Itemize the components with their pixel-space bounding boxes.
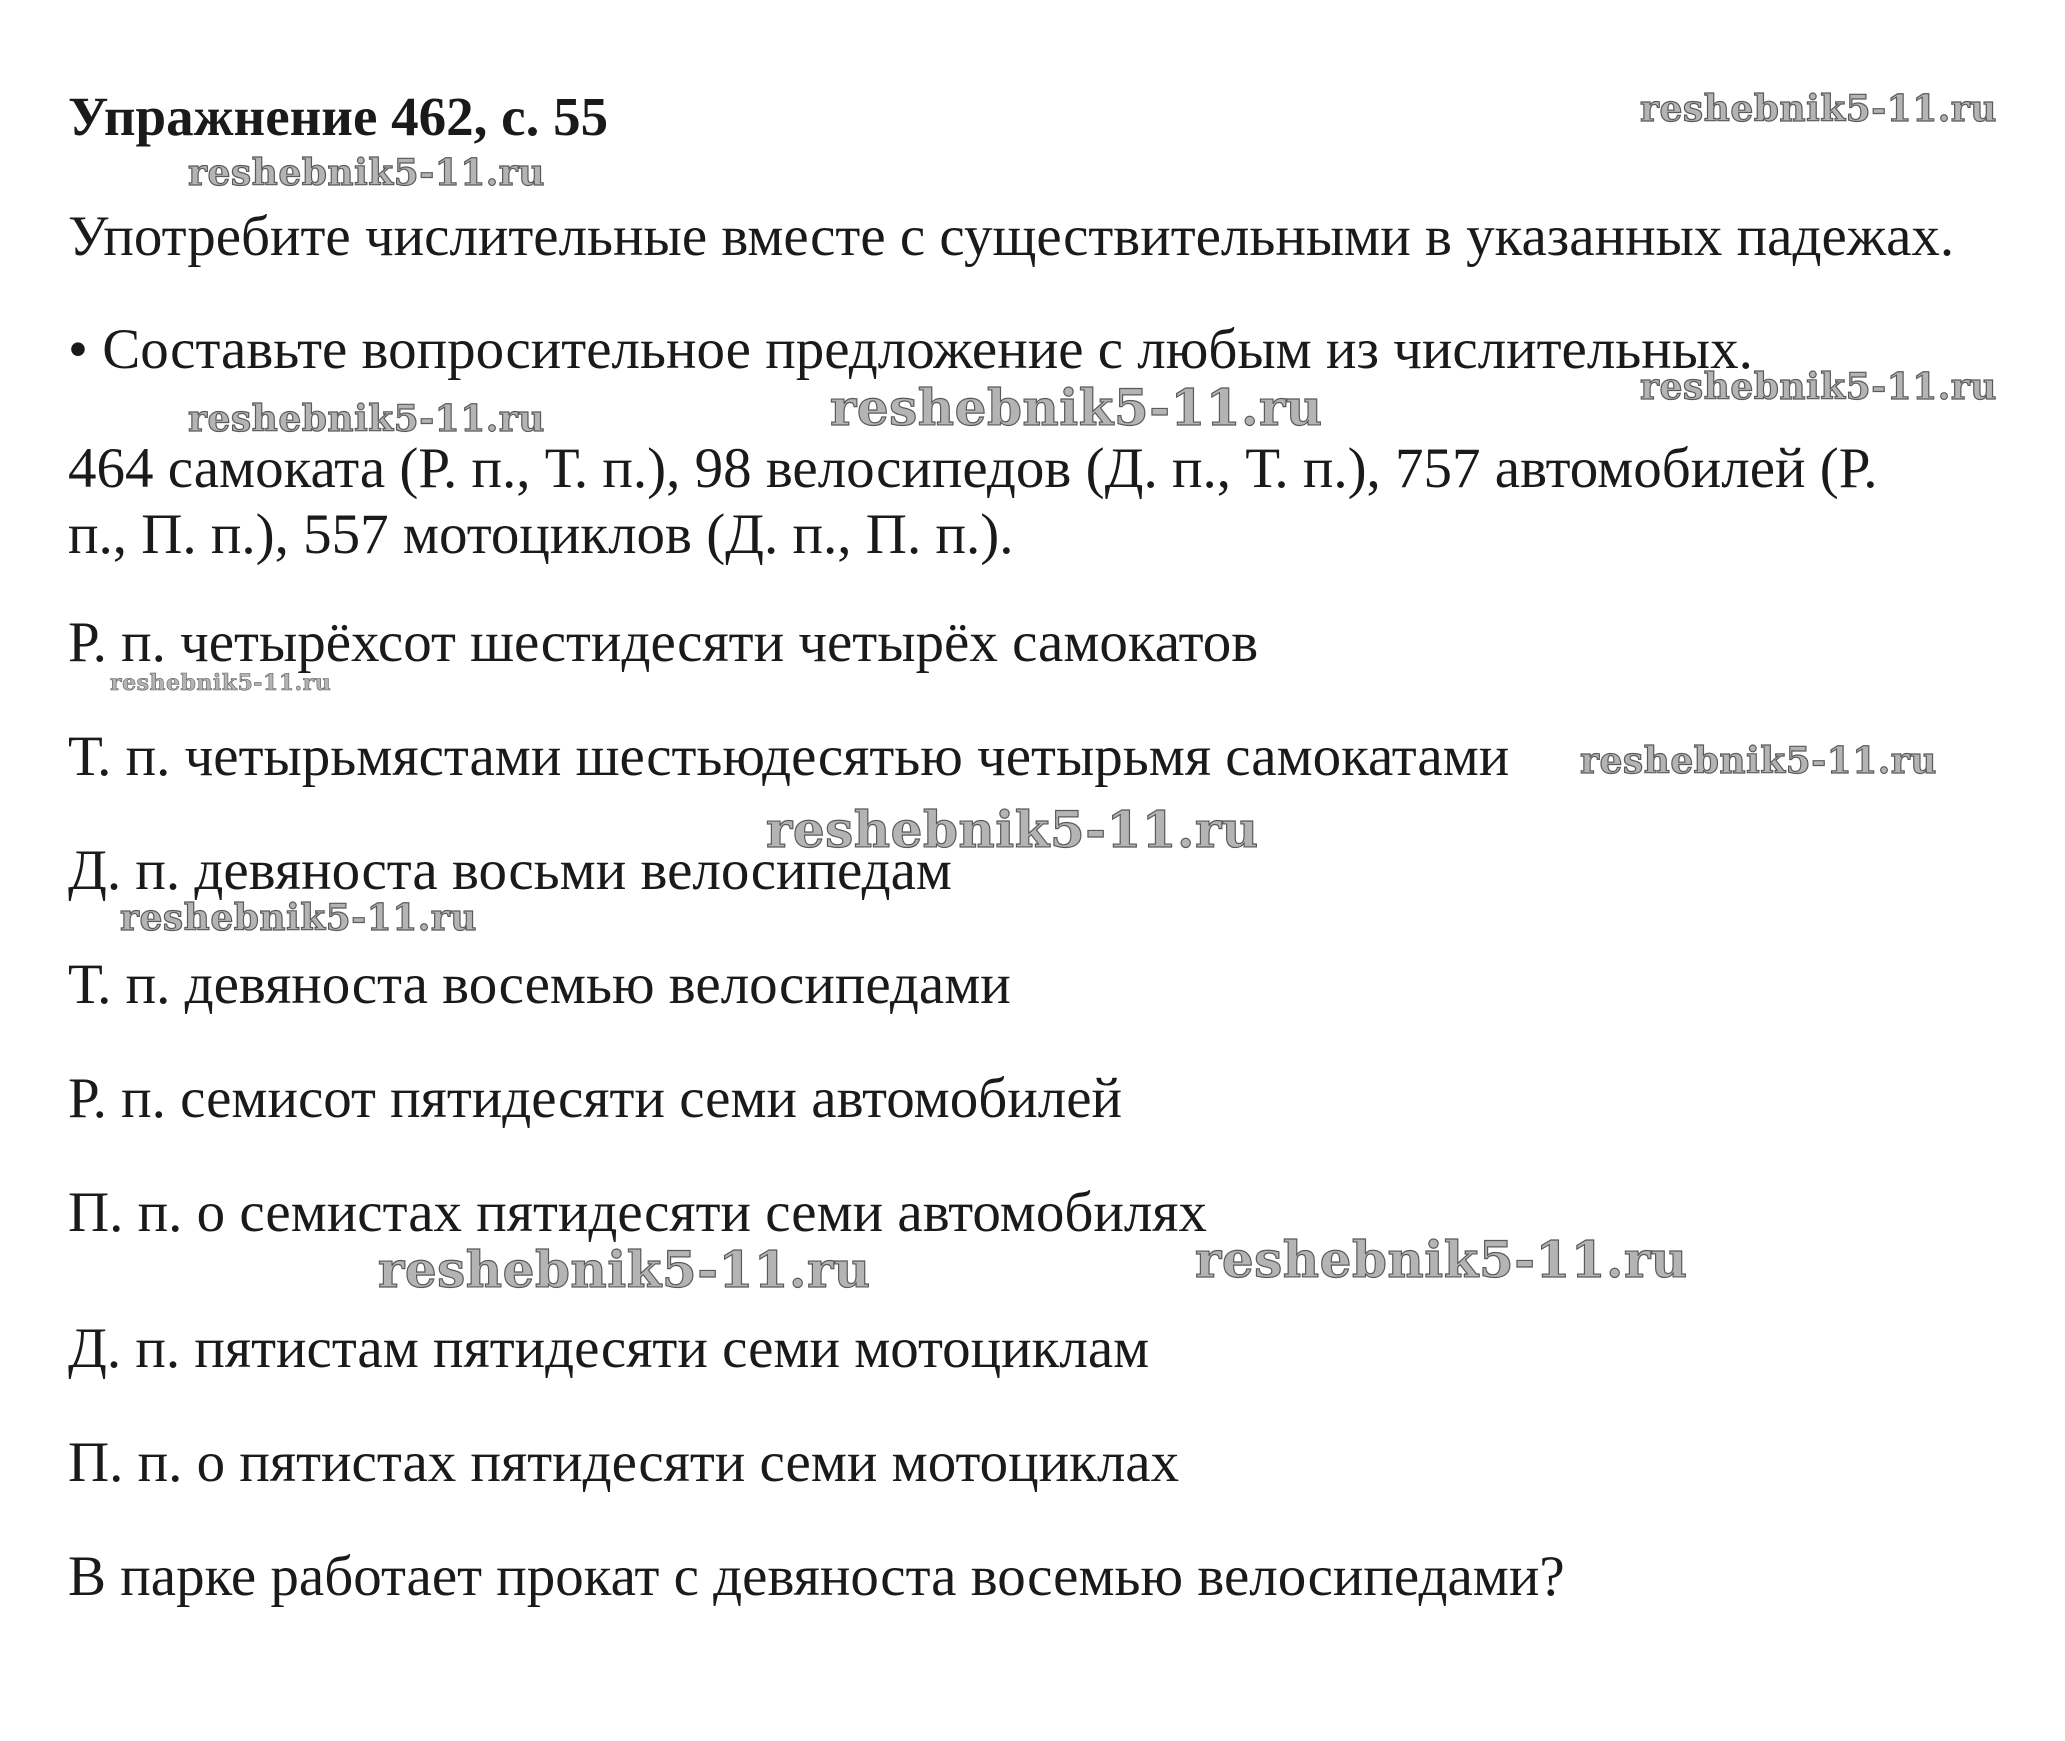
watermark: reshebnik5-11.ru xyxy=(378,1240,871,1299)
watermark: reshebnik5-11.ru xyxy=(766,800,1259,859)
watermark: reshebnik5-11.ru xyxy=(1580,740,1937,782)
watermark: reshebnik5-11.ru xyxy=(120,897,477,939)
subtask-text: • Составьте вопросительное предложение с любым из числительных. xyxy=(68,318,1753,381)
answer-line: П. п. о семистах пятидесяти семи автомобилях xyxy=(68,1181,1207,1244)
watermark: reshebnik5-11.ru xyxy=(188,152,545,194)
page-title: Упражнение 462, с. 55 xyxy=(68,86,609,147)
answer-line: Р. п. семисот пятидесяти семи автомобилей xyxy=(68,1067,1122,1130)
answer-line: П. п. о пятистах пятидесяти семи мотоциклах xyxy=(68,1431,1180,1494)
watermark: reshebnik5-11.ru xyxy=(1195,1230,1688,1289)
watermark: reshebnik5-11.ru xyxy=(830,378,1323,437)
watermark: reshebnik5-11.ru xyxy=(188,398,545,440)
watermark: reshebnik5-11.ru xyxy=(110,670,332,696)
question-sentence: В парке работает прокат с девяноста восемью велосипедами? xyxy=(68,1545,1565,1608)
task-text: Употребите числительные вместе с существительными в указанных падежах. xyxy=(68,205,1955,268)
answer-line: Д. п. пятистам пятидесяти семи мотоциклам xyxy=(68,1317,1150,1380)
answer-line: Т. п. четырьмястами шестьюдесятью четырьмя самокатами xyxy=(68,725,1510,788)
source-text-line-1: 464 самоката (Р. п., Т. п.), 98 велосипедов (Д. п., Т. п.), 757 автомобилей (Р. xyxy=(68,437,1878,500)
answer-line: Д. п. девяноста восьми велосипедам xyxy=(68,839,952,902)
watermark: reshebnik5-11.ru xyxy=(1640,88,1997,130)
answer-line: Т. п. девяноста восемью велосипедами xyxy=(68,953,1011,1016)
answer-line: Р. п. четырёхсот шестидесяти четырёх самокатов xyxy=(68,611,1259,674)
source-text-line-2: п., П. п.), 557 мотоциклов (Д. п., П. п.). xyxy=(68,503,1014,566)
watermark: reshebnik5-11.ru xyxy=(1640,366,1997,408)
